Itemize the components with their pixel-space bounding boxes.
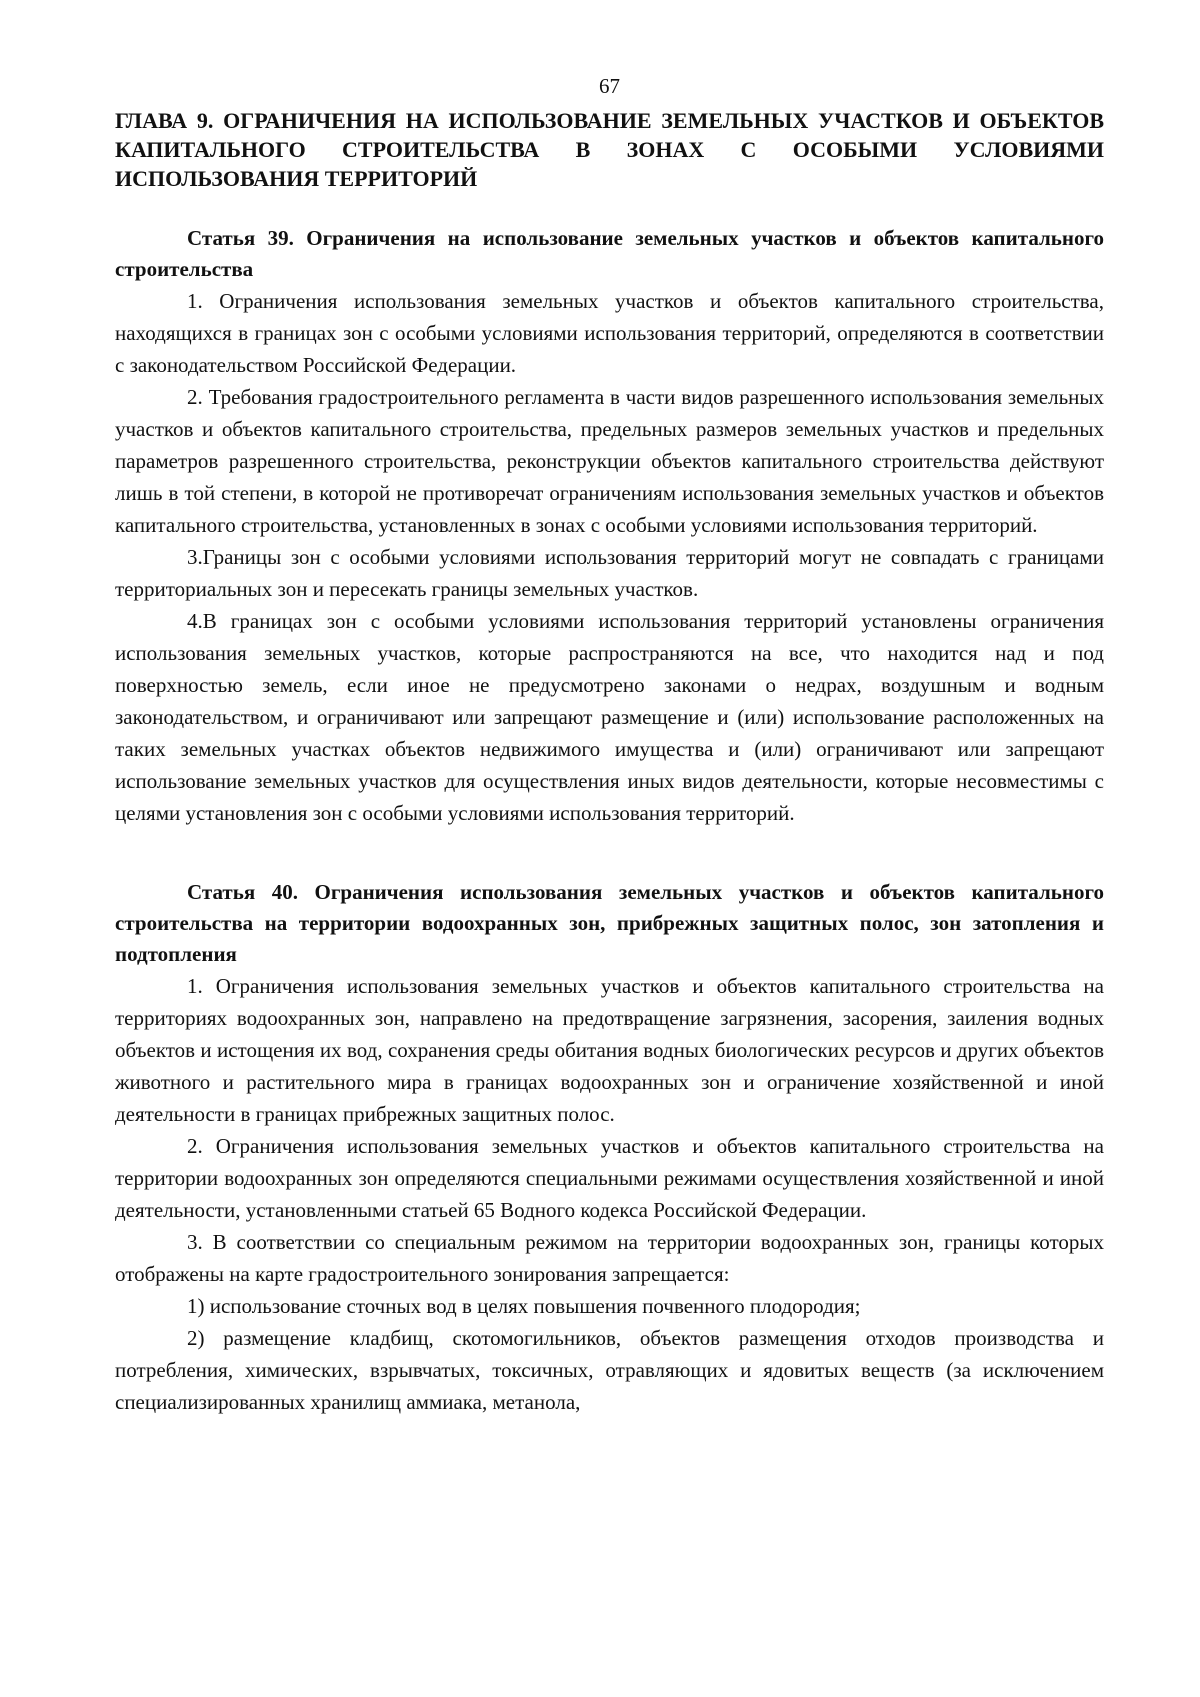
list-item: 1) использование сточных вод в целях повышения почвенного плодородия; xyxy=(187,1294,861,1318)
paragraph: 3. В соответствии со специальным режимом на территории водоохранных зон, границы которых отображены на карте градостроительного зонирования запрещается: xyxy=(115,1230,1104,1286)
paragraph: 1. Ограничения использования земельных участков и объектов капитального строительства, находящихся в границах зон с особыми условиями использования территорий, определяются в соответствии с законодательством Российской Федерации. xyxy=(115,289,1104,377)
chapter-title: ГЛАВА 9. ОГРАНИЧЕНИЯ НА ИСПОЛЬЗОВАНИЕ ЗЕМЕЛЬНЫХ УЧАСТКОВ И ОБЪЕКТОВ КАПИТАЛЬНОГО СТРОИТЕЛЬСТВА В ЗОНАХ С ОСОБЫМИ УСЛОВИЯМИ ИСПОЛЬЗОВАНИЯ ТЕРРИТОРИЙ xyxy=(115,108,1104,191)
article-40 xyxy=(115,877,1104,1418)
article-39 xyxy=(115,223,1104,829)
article-title: Статья 39. Ограничения на использование земельных участков и объектов капитального строительства xyxy=(115,226,1104,281)
paragraph: 2. Ограничения использования земельных участков и объектов капитального строительства на территории водоохранных зон определяются специальными режимами осуществления хозяйственной и иной деятельности, установленными статьей 65 Водного кодекса Российской Федерации. xyxy=(115,1134,1104,1222)
paragraph: 3.Границы зон с особыми условиями использования территорий могут не совпадать с границами территориальных зон и пересекать границы земельных участков. xyxy=(115,545,1104,601)
paragraph: 4.В границах зон с особыми условиями использования территорий установлены ограничения использования земельных участков, которые распространяются на все, что находится над и под поверхностью земель, если иное не предусмотрено законами о недрах, воздушным и водным законодательством, и ограничивают или запрещают размещение и (или) использование расположенных на таких земельных участках объектов недвижимого имущества и (или) ограничивают или запрещают использование земельных участков для осуществления иных видов деятельности, которые несовместимы с целями установления зон с особыми условиями использования территорий. xyxy=(115,609,1104,825)
paragraph: 2. Требования градостроительного регламента в части видов разрешенного использования земельных участков и объектов капитального строительства, предельных размеров земельных участков и предельных параметров разрешенного строительства, реконструкции объектов капитального строительства действуют лишь в той степени, в которой не противоречат ограничениям использования земельных участков и объектов капитального строительства, установленных в зонах с особыми условиями использования территорий. xyxy=(115,385,1104,537)
article-title: Статья 40. Ограничения использования земельных участков и объектов капитального строительства на территории водоохранных зон, прибрежных защитных полос, зон затопления и подтопления xyxy=(115,880,1104,966)
list-item: 2) размещение кладбищ, скотомогильников, объектов размещения отходов производства и потребления, химических, взрывчатых, токсичных, отравляющих и ядовитых веществ (за исключением специализированных хранилищ аммиака, метанола, xyxy=(115,1326,1104,1414)
paragraph: 1. Ограничения использования земельных участков и объектов капитального строительства на территориях водоохранных зон, направлено на предотвращение загрязнения, засорения, заиления водных объектов и истощения их вод, сохранения среды обитания водных биологических ресурсов и других объектов животного и растительного мира в границах водоохранных зон и ограничение хозяйственной и иной деятельности в границах прибрежных защитных полос. xyxy=(115,974,1104,1126)
page-number: 67 xyxy=(599,74,620,98)
